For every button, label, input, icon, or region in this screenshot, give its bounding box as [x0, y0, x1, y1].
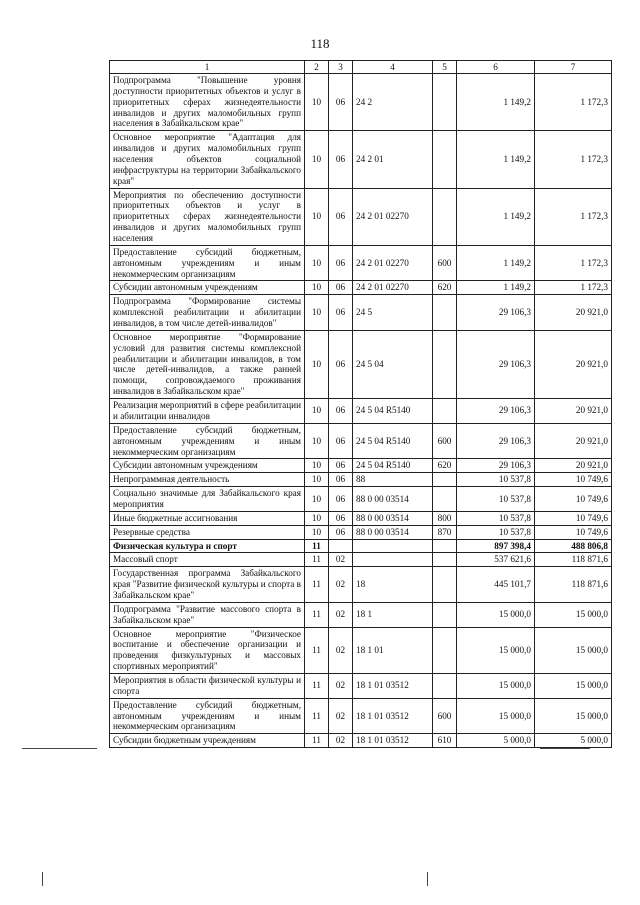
subsection-code-cell: 02	[329, 673, 353, 698]
amount-year2-cell: 20 921,0	[535, 399, 612, 424]
table-row	[110, 511, 612, 525]
amount-year2-cell: 20 921,0	[535, 295, 612, 331]
expense-type-cell: 610	[433, 734, 457, 748]
amount-year2-cell: 1 172,3	[535, 281, 612, 295]
section-code-cell: 11	[305, 602, 329, 627]
amount-year1-cell: 1 149,2	[457, 281, 535, 295]
target-article-cell: 24 2 01 02270	[353, 245, 433, 281]
amount-year2-cell: 5 000,0	[535, 734, 612, 748]
amount-year1-cell: 29 106,3	[457, 295, 535, 331]
amount-year1-cell: 29 106,3	[457, 399, 535, 424]
section-code-cell: 11	[305, 627, 329, 673]
amount-year1-cell: 29 106,3	[457, 423, 535, 459]
expense-type-cell	[433, 330, 457, 398]
header-row	[110, 61, 612, 74]
section-code-cell: 10	[305, 188, 329, 245]
target-article-cell: 18 1	[353, 602, 433, 627]
subsection-code-cell: 06	[329, 131, 353, 188]
subsection-code-cell: 06	[329, 74, 353, 131]
row-name-cell: Мероприятия в области физической культуры и спорта	[110, 673, 305, 698]
expense-type-cell	[433, 602, 457, 627]
table-row	[110, 423, 612, 459]
table-row	[110, 74, 612, 131]
amount-year1-cell: 897 398,4	[457, 539, 535, 553]
section-code-cell: 10	[305, 423, 329, 459]
row-name-cell: Резервные средства	[110, 525, 305, 539]
amount-year2-cell: 488 806,8	[535, 539, 612, 553]
table-row	[110, 627, 612, 673]
section-code-cell: 11	[305, 539, 329, 553]
amount-year1-cell: 15 000,0	[457, 698, 535, 734]
table-row	[110, 473, 612, 487]
row-name-cell: Подпрограмма "Повышение уровня доступности приоритетных объектов и услуг в приоритетных сферах жизнедеятельности инвалидов и других маломобильных групп населения в Забайкальском крае"	[110, 74, 305, 131]
amount-year1-cell: 445 101,7	[457, 567, 535, 603]
target-article-cell: 88	[353, 473, 433, 487]
target-article-cell: 24 5 04 R5140	[353, 459, 433, 473]
amount-year2-cell: 15 000,0	[535, 627, 612, 673]
target-article-cell: 18 1 01 03512	[353, 734, 433, 748]
amount-year2-cell: 1 172,3	[535, 245, 612, 281]
section-code-cell: 11	[305, 567, 329, 603]
subsection-code-cell: 06	[329, 511, 353, 525]
target-article-cell: 18 1 01 03512	[353, 673, 433, 698]
row-name-cell: Подпрограмма "Формирование системы комплексной реабилитации и абилитации инвалидов, в том числе детей-инвалидов"	[110, 295, 305, 331]
row-name-cell: Иные бюджетные ассигнования	[110, 511, 305, 525]
row-name-cell: Субсидии автономным учреждениям	[110, 459, 305, 473]
row-name-cell: Субсидии автономным учреждениям	[110, 281, 305, 295]
row-name-cell: Основное мероприятие "Физическое воспитание и обеспечение организации и проведения физкультурных и массовых спортивных мероприятий"	[110, 627, 305, 673]
expense-type-cell	[433, 473, 457, 487]
row-name-cell: Подпрограмма "Развитие массового спорта в Забайкальском крае"	[110, 602, 305, 627]
subsection-code-cell: 06	[329, 423, 353, 459]
col-header-3: 3	[329, 61, 353, 74]
row-name-cell: Государственная программа Забайкальского края "Развитие физической культуры и спорта в Забайкальском крае"	[110, 567, 305, 603]
col-header-4: 4	[353, 61, 433, 74]
subsection-code-cell: 02	[329, 602, 353, 627]
target-article-cell: 24 5 04 R5140	[353, 423, 433, 459]
section-code-cell: 10	[305, 473, 329, 487]
expense-type-cell	[433, 295, 457, 331]
subsection-code-cell: 06	[329, 281, 353, 295]
amount-year1-cell: 29 106,3	[457, 330, 535, 398]
amount-year2-cell: 118 871,6	[535, 567, 612, 603]
amount-year1-cell: 15 000,0	[457, 627, 535, 673]
amount-year2-cell: 118 871,6	[535, 553, 612, 567]
target-article-cell: 24 2 01 02270	[353, 281, 433, 295]
subsection-code-cell: 06	[329, 245, 353, 281]
amount-year1-cell: 10 537,8	[457, 487, 535, 512]
amount-year1-cell: 537 621,6	[457, 553, 535, 567]
amount-year1-cell: 15 000,0	[457, 602, 535, 627]
subsection-code-cell: 06	[329, 487, 353, 512]
table-row	[110, 399, 612, 424]
expense-type-cell	[433, 188, 457, 245]
section-code-cell: 10	[305, 525, 329, 539]
section-code-cell: 10	[305, 245, 329, 281]
target-article-cell: 88 0 00 03514	[353, 487, 433, 512]
subsection-code-cell: 06	[329, 330, 353, 398]
amount-year2-cell: 1 172,3	[535, 188, 612, 245]
section-code-cell: 11	[305, 553, 329, 567]
amount-year1-cell: 10 537,8	[457, 473, 535, 487]
subsection-code-cell: 06	[329, 473, 353, 487]
subsection-code-cell: 06	[329, 188, 353, 245]
subsection-code-cell: 06	[329, 459, 353, 473]
table-row	[110, 553, 612, 567]
expense-type-cell: 800	[433, 511, 457, 525]
amount-year2-cell: 20 921,0	[535, 459, 612, 473]
expense-type-cell: 870	[433, 525, 457, 539]
target-article-cell: 88 0 00 03514	[353, 525, 433, 539]
subsection-code-cell: 02	[329, 698, 353, 734]
col-header-5: 5	[433, 61, 457, 74]
section-code-cell: 10	[305, 459, 329, 473]
target-article-cell: 24 5 04 R5140	[353, 399, 433, 424]
target-article-cell: 24 5	[353, 295, 433, 331]
row-name-cell: Основное мероприятие "Формирование условий для развития системы комплексной реабилитации и абилитации инвалидов, в том числе детей-инвалидов, а также ранней помощи, сопровождаемого проживания инвалидов в Забайкальском крае"	[110, 330, 305, 398]
expense-type-cell: 600	[433, 698, 457, 734]
row-name-cell: Субсидии бюджетным учреждениям	[110, 734, 305, 748]
amount-year1-cell: 1 149,2	[457, 188, 535, 245]
table-row	[110, 567, 612, 603]
amount-year2-cell: 10 749,6	[535, 511, 612, 525]
subsection-code-cell: 02	[329, 553, 353, 567]
section-code-cell: 11	[305, 698, 329, 734]
margin-mark	[427, 872, 428, 886]
expense-type-cell: 600	[433, 245, 457, 281]
expense-type-cell	[433, 673, 457, 698]
margin-mark	[540, 748, 590, 749]
target-article-cell	[353, 553, 433, 567]
section-code-cell: 11	[305, 673, 329, 698]
row-name-cell: Реализация мероприятий в сфере реабилитации и абилитации инвалидов	[110, 399, 305, 424]
table-row	[110, 188, 612, 245]
amount-year2-cell: 1 172,3	[535, 74, 612, 131]
section-code-cell: 10	[305, 131, 329, 188]
subsection-code-cell: 06	[329, 399, 353, 424]
expense-type-cell: 620	[433, 281, 457, 295]
table-row	[110, 487, 612, 512]
table-row	[110, 673, 612, 698]
section-code-cell: 10	[305, 295, 329, 331]
row-name-cell: Физическая культура и спорт	[110, 539, 305, 553]
row-name-cell: Предоставление субсидий бюджетным, автономным учреждениям и иным некоммерческим организациям	[110, 245, 305, 281]
expense-type-cell	[433, 539, 457, 553]
page-number: 118	[310, 36, 330, 51]
subsection-code-cell: 02	[329, 567, 353, 603]
section-code-cell: 10	[305, 330, 329, 398]
table-row	[110, 131, 612, 188]
table-row	[110, 525, 612, 539]
subsection-code-cell	[329, 539, 353, 553]
table-row	[110, 281, 612, 295]
amount-year1-cell: 1 149,2	[457, 131, 535, 188]
table-row	[110, 245, 612, 281]
amount-year2-cell: 1 172,3	[535, 131, 612, 188]
target-article-cell: 18 1 01	[353, 627, 433, 673]
table-row	[110, 698, 612, 734]
row-name-cell: Социально значимые для Забайкальского края мероприятия	[110, 487, 305, 512]
amount-year1-cell: 15 000,0	[457, 673, 535, 698]
amount-year2-cell: 10 749,6	[535, 487, 612, 512]
amount-year1-cell: 1 149,2	[457, 245, 535, 281]
expense-type-cell	[433, 553, 457, 567]
target-article-cell	[353, 539, 433, 553]
margin-mark	[22, 748, 97, 749]
amount-year2-cell: 15 000,0	[535, 602, 612, 627]
subsection-code-cell: 02	[329, 627, 353, 673]
amount-year1-cell: 5 000,0	[457, 734, 535, 748]
amount-year1-cell: 29 106,3	[457, 459, 535, 473]
amount-year2-cell: 20 921,0	[535, 330, 612, 398]
row-name-cell: Мероприятия по обеспечению доступности приоритетных объектов и услуг в приоритетных сферах жизнедеятельности инвалидов и других маломобильных групп населения	[110, 188, 305, 245]
section-code-cell: 10	[305, 399, 329, 424]
subsection-code-cell: 02	[329, 734, 353, 748]
expense-type-cell	[433, 627, 457, 673]
expense-type-cell	[433, 567, 457, 603]
section-code-cell: 10	[305, 281, 329, 295]
target-article-cell: 18 1 01 03512	[353, 698, 433, 734]
amount-year1-cell: 10 537,8	[457, 511, 535, 525]
table-row	[110, 539, 612, 553]
row-name-cell: Массовый спорт	[110, 553, 305, 567]
subsection-code-cell: 06	[329, 525, 353, 539]
target-article-cell: 18	[353, 567, 433, 603]
target-article-cell: 24 2	[353, 74, 433, 131]
expense-type-cell	[433, 487, 457, 512]
table-row	[110, 295, 612, 331]
expense-type-cell	[433, 399, 457, 424]
target-article-cell: 88 0 00 03514	[353, 511, 433, 525]
table-row	[110, 734, 612, 748]
subsection-code-cell: 06	[329, 295, 353, 331]
amount-year2-cell: 15 000,0	[535, 698, 612, 734]
margin-mark	[42, 872, 43, 886]
budget-table	[109, 60, 612, 748]
row-name-cell: Непрограммная деятельность	[110, 473, 305, 487]
row-name-cell: Предоставление субсидий бюджетным, автономным учреждениям и иным некоммерческим организациям	[110, 698, 305, 734]
amount-year2-cell: 20 921,0	[535, 423, 612, 459]
row-name-cell: Предоставление субсидий бюджетным, автономным учреждениям и иным некоммерческим организациям	[110, 423, 305, 459]
expense-type-cell	[433, 74, 457, 131]
expense-type-cell: 620	[433, 459, 457, 473]
amount-year2-cell: 15 000,0	[535, 673, 612, 698]
amount-year1-cell: 1 149,2	[457, 74, 535, 131]
amount-year2-cell: 10 749,6	[535, 473, 612, 487]
table-row	[110, 459, 612, 473]
table-body	[110, 74, 612, 748]
section-code-cell: 10	[305, 487, 329, 512]
col-header-1: 1	[110, 61, 305, 74]
col-header-7: 7	[535, 61, 612, 74]
amount-year1-cell: 10 537,8	[457, 525, 535, 539]
table-row	[110, 330, 612, 398]
section-code-cell: 11	[305, 734, 329, 748]
section-code-cell: 10	[305, 74, 329, 131]
expense-type-cell: 600	[433, 423, 457, 459]
row-name-cell: Основное мероприятие "Адаптация для инвалидов и других маломобильных групп населения объектов социальной инфраструктуры на территории Забайкальского края"	[110, 131, 305, 188]
target-article-cell: 24 2 01 02270	[353, 188, 433, 245]
col-header-6: 6	[457, 61, 535, 74]
expense-type-cell	[433, 131, 457, 188]
section-code-cell: 10	[305, 511, 329, 525]
target-article-cell: 24 2 01	[353, 131, 433, 188]
amount-year2-cell: 10 749,6	[535, 525, 612, 539]
col-header-2: 2	[305, 61, 329, 74]
target-article-cell: 24 5 04	[353, 330, 433, 398]
table-row	[110, 602, 612, 627]
